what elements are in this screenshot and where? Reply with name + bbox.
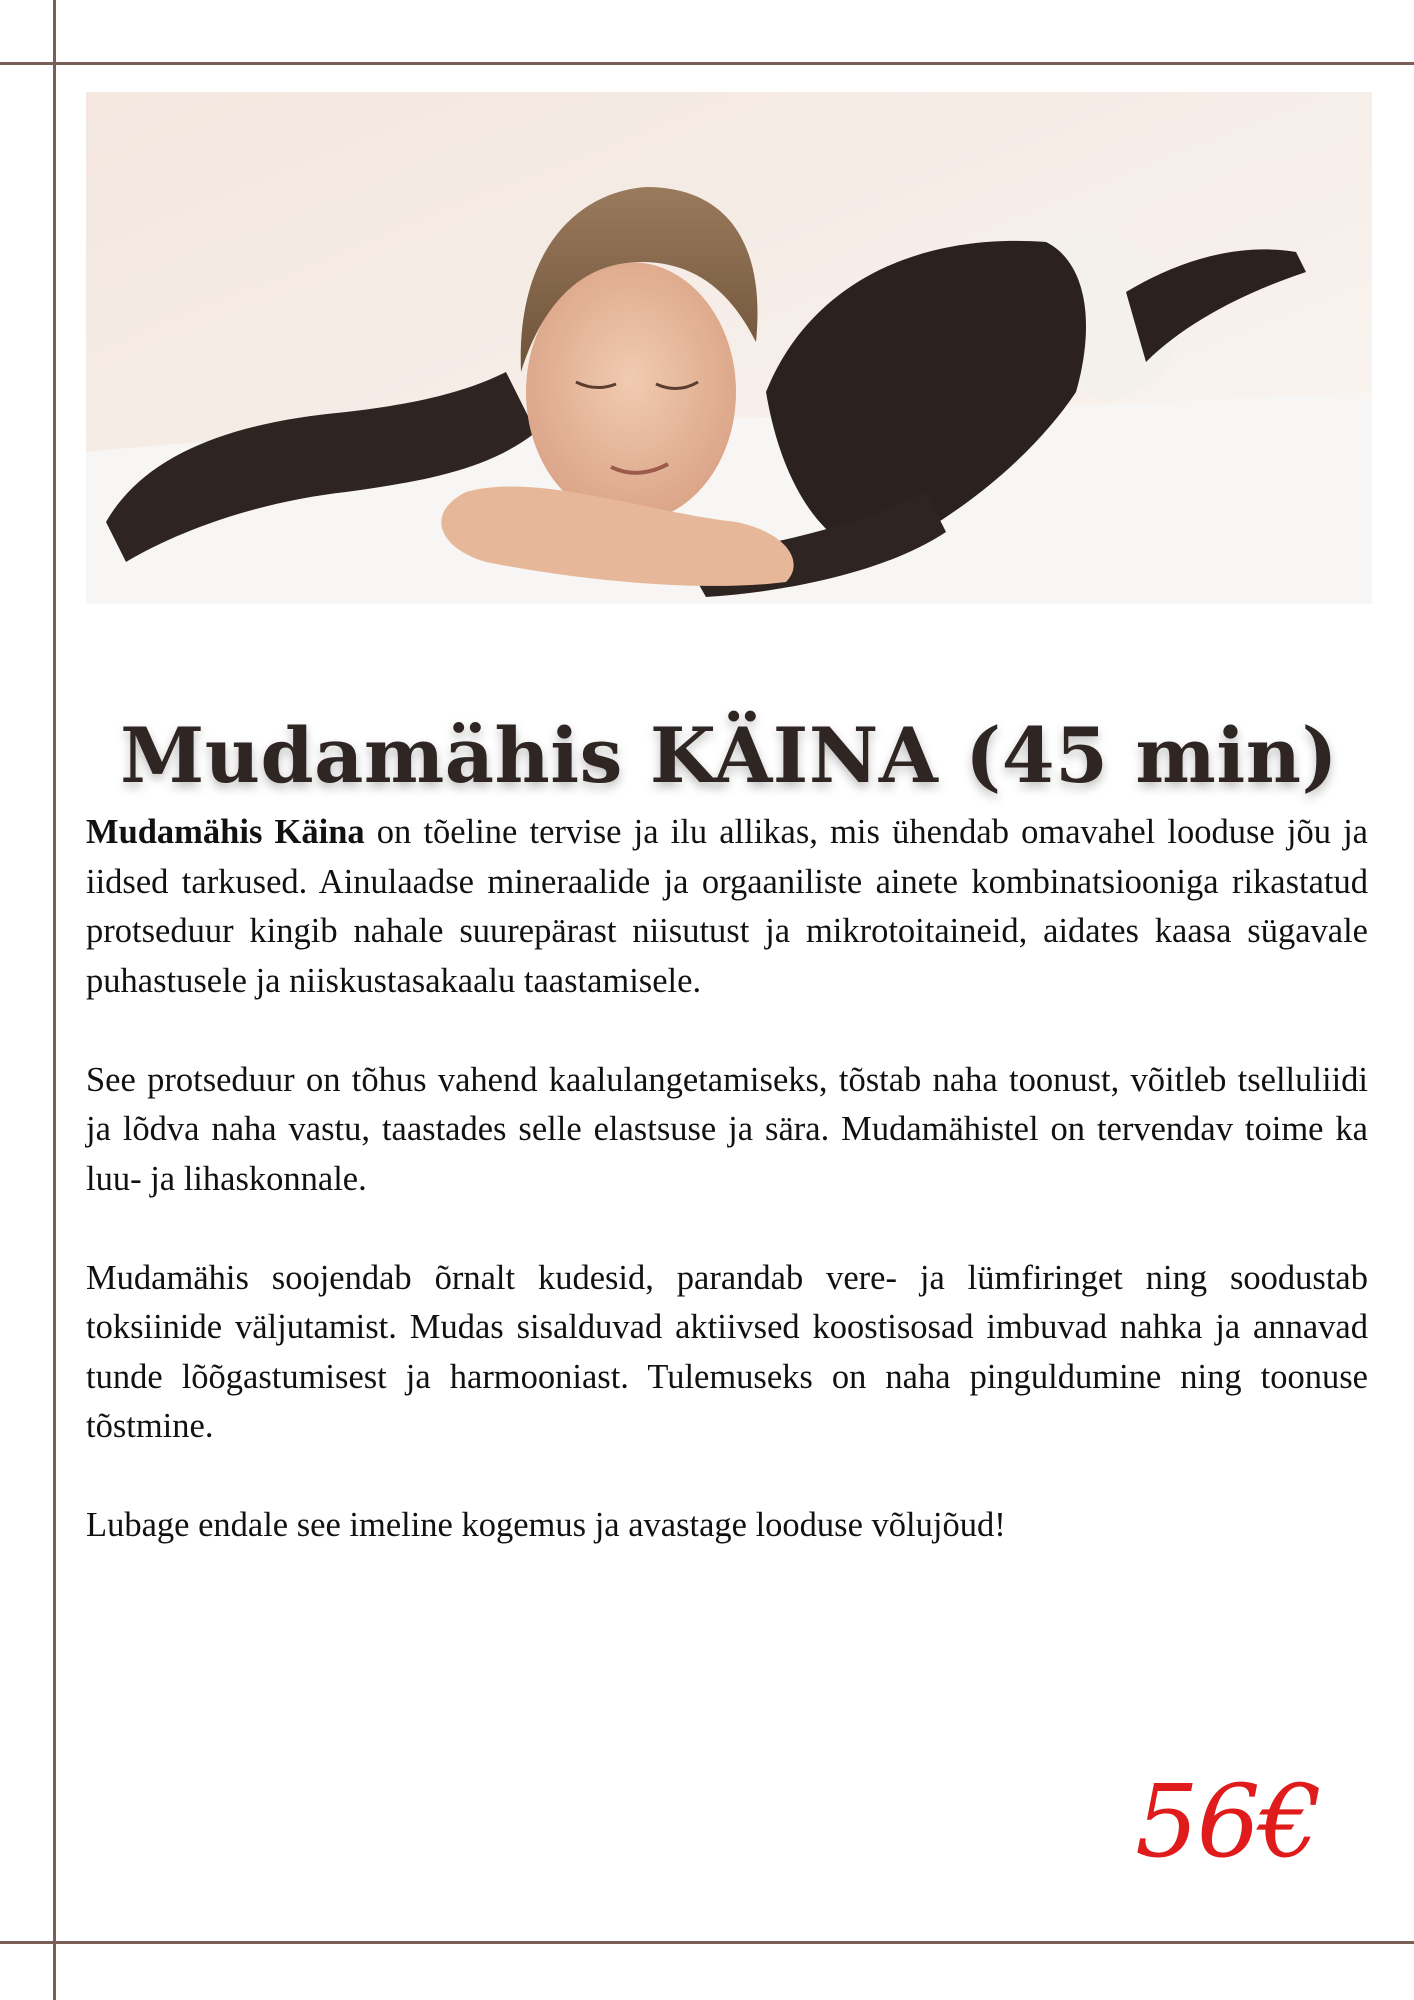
product-name: Mudamähis Käina (86, 813, 365, 851)
frame-left-line (53, 0, 56, 2000)
hero-photo (86, 92, 1372, 604)
paragraph-invitation: Lubage endale see imeline kogemus ja avastage looduse võlujõud! (86, 1506, 1006, 1544)
frame-top-line (0, 62, 1414, 65)
paragraph-benefits: See protseduur on tõhus vahend kaalulangetamiseks, tõstab naha toonust, võitleb tselluliidi ja lõdva naha vastu, taastades selle elastsuse ja sära. Mudamähistel on tervendav toime ka luu- ja lihaskonnale. (86, 1060, 1368, 1198)
paragraph-text: on tõeline tervise ja ilu allikas, mis ühendab omavahel looduse jõu ja iidsed tarkused. Ainulaadse mineraalide ja orgaaniliste ainete kombinatsiooniga rikastatud protseduur kingib nahale suurepärast niisutust ja mikrotoitaineid, aidates kaasa sügavale puhastusele ja niiskustasakaalu taastamisele. (86, 813, 1368, 1000)
mud-wrap-photo-illustration (86, 92, 1372, 604)
description (86, 808, 1368, 1600)
page-title: Mudamähis KÄINA (45 min) (120, 710, 1338, 800)
paragraph-intro (86, 808, 1368, 1006)
frame-bottom-line (0, 1941, 1414, 1944)
price-label: 56€ (1135, 1763, 1320, 1880)
paragraph-effects: Mudamähis soojendab õrnalt kudesid, parandab vere- ja lümfiringet ning soodustab toksiinide väljutamist. Mudas sisalduvad aktiivsed koostisosad imbuvad nahka ja annavad tunde lõõgastumisest ja harmooniast. Tulemuseks on naha pinguldumine ning toonuse tõstmine. (86, 1258, 1368, 1445)
